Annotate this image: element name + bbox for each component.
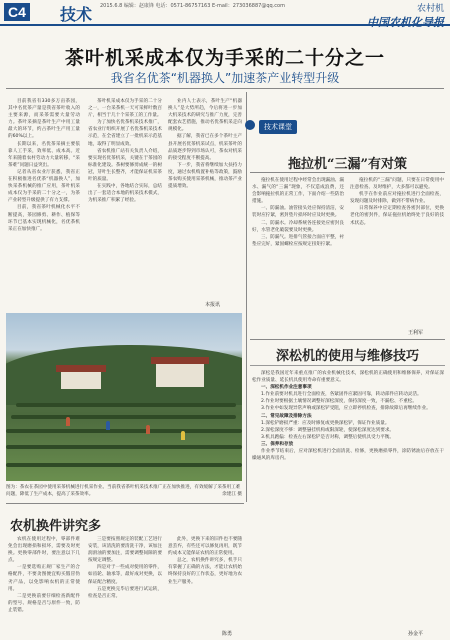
lead-rule: [6, 88, 444, 89]
paragraph: 2.深松深度不够：调整悬挂机构或限深轮，使深松深度达到要求。: [261, 427, 395, 433]
subsoiler-body: [252, 370, 444, 632]
paragraph: 3.作业中如发现异常声响或深松铲受阻，应立即停机检查，排除故障后再继续作业。: [261, 406, 431, 412]
paragraph: 目前，我省茶叶机械化水平不断提高，茶园修剪、耕作、植保等环节已基本实现机械化，名优茶机采正在加快推广。: [8, 205, 80, 232]
paragraph: 长期以来，名优茶采摘主要依靠人工手采，效率低、成本高。近年来随着农村劳动力大量转移，“采茶难”问题日益突出。: [8, 141, 80, 168]
lead-column-3: [168, 98, 242, 303]
subsoiler-rule: [250, 365, 445, 366]
tech-class-badge: 技术课堂: [259, 120, 297, 134]
sidebar-a-column-1: [252, 177, 344, 337]
bottom-author: 陈勇: [222, 631, 233, 637]
paragraph: 下一步，我省将继续加大扶持力度，通过农机购置补贴等政策，鼓励茶农购买使用采茶机械，推动茶产业提质增效。: [168, 162, 242, 190]
masthead-info: 2015.6.8 编辑：赵康锋 电话：0571-86757163 E-mail：273036887@qq.com: [100, 3, 285, 9]
paragraph: 据了解，我省已在多个茶叶主产县开展名优茶机采试点，机采茶叶的品质逐步得到市场认可，茶农对机采的接受程度不断提高。: [168, 134, 242, 161]
masthead: [0, 0, 450, 29]
paragraph: 农机在使用过程中，零部件难免会出现磨损和损坏，需要及时更换。更换零部件时，要注意以下几点。: [8, 537, 80, 564]
paper-logo: [367, 1, 444, 30]
bottom-column-3: [168, 536, 242, 630]
sidebar-b-author: 孙金平: [408, 631, 424, 637]
paper-name-bottom: 中国农机化导报: [367, 16, 444, 29]
paragraph: 在实践中，各地结合实际，总结出了一套适合本地的机采技术模式，为机采推广积累了经验。: [88, 184, 162, 204]
paragraph: 三是要按照规定的装配工艺进行安装，该清洗的要清洗干净，该加注润滑油的要加注，需要调整间隙的要按规定调整。: [88, 537, 162, 564]
section-heading: 二、常见故障及排除方法: [261, 413, 312, 419]
paragraph: 3.机具跑偏：检查左右深松铲是否对称，调整后使机具受力平衡。: [261, 434, 395, 440]
sidebar-a-author: 王利军: [408, 330, 424, 336]
paragraph: 二、防漏水。冷却系统各连接处应密封良好，水管老化破裂要及时更换。: [252, 220, 344, 233]
paragraph: 一是要选购正规厂家生产的合格配件，不要贪图便宜购买假冒伪劣产品，以免影响农机的正常使用。: [8, 565, 80, 592]
paragraph: 拖拉机在使用过程中经常会出现漏油、漏水、漏气的“三漏”现象，不仅造成浪费，还会影响拖拉机的正常工作，下面介绍一些防治措施。: [252, 178, 344, 205]
bottom-column-2: [88, 536, 162, 636]
paragraph: 总之，农机换件讲究多，机手只有掌握了正确的方法，才能让农机始终保持良好的工作状态，更好地为农业生产服务。: [168, 558, 242, 585]
photo-caption: [6, 484, 242, 498]
paragraph: 省农机推广站有关负责人介绍，要实现名优茶机采，关键在于茶园的标准化建设。茶树要修剪成统一的树冠，芽叶生长整齐，才能保证机采茶叶的质量。: [88, 148, 162, 183]
section-heading: 一、深松机作业注意事项: [261, 385, 312, 391]
paragraph: 拖拉机的“三漏”问题，只要在日常使用中注意检查、及时维护，大多都可以避免。: [350, 178, 444, 191]
paragraph: 为了加快名优茶机采技术推广，省农业厅组织开展了名优茶机采技术示范，在全省建立了一批机采示范基地，取得了明显成效。: [88, 120, 162, 147]
lead-headline: 茶叶机采成本仅为手采的二十分之一: [64, 47, 385, 69]
paragraph: 茶叶机采成本仅为手采的二十分之一，一台采茶机一天可采鲜叶数百斤，相当于几十个采茶工的工作量。: [88, 99, 162, 119]
paragraph: 一、防漏油。油管接头处应保持清洁，安装时应拧紧，密封垫片损坏时应及时更换。: [252, 206, 344, 219]
section-heading: 三、保养和存放: [261, 441, 294, 447]
paragraph: 二是更换前要仔细检查新配件的型号、规格是否与原件一致，防止装错。: [8, 593, 80, 613]
paper-name-top: 农村机: [416, 4, 444, 14]
paragraph: 2.作业时要根据土壤情况调整好深松深度，保持深度一致，不漏松、不重松。: [261, 399, 417, 405]
tea-field-photo: [6, 313, 242, 481]
paragraph: 深松是我国近年来重点推广的农业机械化技术，深松机的正确使用和维修保养，对保证深松作业质量、延长机具使用寿命有重要意义。: [252, 371, 444, 384]
subsoiler-headline: 深松机的使用与维修技巧: [275, 349, 419, 364]
lead-subhead: 我省名优茶“机器换人”加速茶产业转型升级: [110, 71, 340, 85]
paragraph: 业内人士表示，茶叶生产“机器换人”是大势所趋，今后将进一步加大机采技术的研究与推广力度，完善配套农艺措施，推动名优茶机采走向规模化。: [168, 99, 242, 133]
paragraph: 四是对于一些成对使用的零件，如齿轮、轴承等，最好成对更换，以保证配合精度。: [88, 565, 162, 585]
sidebar-rule: [250, 172, 445, 173]
caption-text: 图为：茶农在茶园中使用采茶机械进行机采作业。当前我省茶叶机采技术推广正在加快推进，有效缓解了采茶用工难问题，降低了生产成本，提高了采茶效率。: [6, 485, 241, 497]
column-divider: [246, 92, 247, 502]
bottom-rule: [6, 503, 244, 504]
sidebar-separator: [250, 339, 445, 340]
paragraph: 机手在作业前应对拖拉机进行全面检查，发现问题及时排除，做到不带病作业。: [350, 192, 444, 205]
section-title: 技术: [60, 5, 93, 24]
photo-credit: 余建江 摄: [222, 492, 242, 497]
lead-author: 本报讯: [205, 302, 221, 308]
lead-column-1: [8, 98, 80, 303]
paragraph: 五是更换完毕后要进行试运转，检查是否正常。: [88, 586, 162, 599]
tractor-leak-headline: 拖拉机“三漏”有对策: [288, 157, 407, 172]
paragraph: 此外，更换下来的旧件也不要随意丢弃，有些还可以修复再用，既节约成本又能保证农机的正常使用。: [168, 537, 242, 557]
paragraph: 1.作业前要对机具进行全面检查，各紧固件应紧固可靠，转动部件应转动灵活。: [261, 392, 422, 398]
section-tag: C4: [4, 3, 30, 21]
paragraph: 记者从省农业厅获悉，我省正在积极推进名优茶“机器换人”，加快采茶机械的推广应用，茶叶机采成本仅为手采的二十分之一，为茶产业转型升级提供了有力支撑。: [8, 169, 80, 204]
tech-bullet-icon: [245, 120, 255, 130]
paragraph: 1.深松铲磨损严重：应及时修复或更换深松铲，保证作业质量。: [261, 420, 390, 426]
tech-class-header: [245, 118, 445, 138]
paragraph: 日常保养中应定期检查各密封部位，更换老化的密封件，保证拖拉机始终处于良好的技术状态。: [350, 206, 444, 226]
paragraph: 目前我省有330多万亩茶园，其中名优茶产量是我省茶叶收入的主要来源，而采茶需要大量劳动力。茶叶采摘是茶叶生产中用工量最大的环节，约占茶叶生产用工量的60%以上。: [8, 99, 80, 140]
sidebar-a-column-2: [350, 177, 444, 327]
paragraph: 三、防漏气。进排气管接合面应平整，衬垫应完好，紧固螺栓应按规定扭矩拧紧。: [252, 234, 344, 247]
lead-column-2: [88, 98, 162, 303]
bottom-column-1: [8, 536, 80, 636]
paragraph: 作业季节结束后，应对深松机进行全面清洗、检修，更换磨损零件，涂防锈油后存放在干燥通风的库房内。: [252, 449, 444, 462]
parts-headline: 农机换件讲究多: [10, 519, 102, 534]
